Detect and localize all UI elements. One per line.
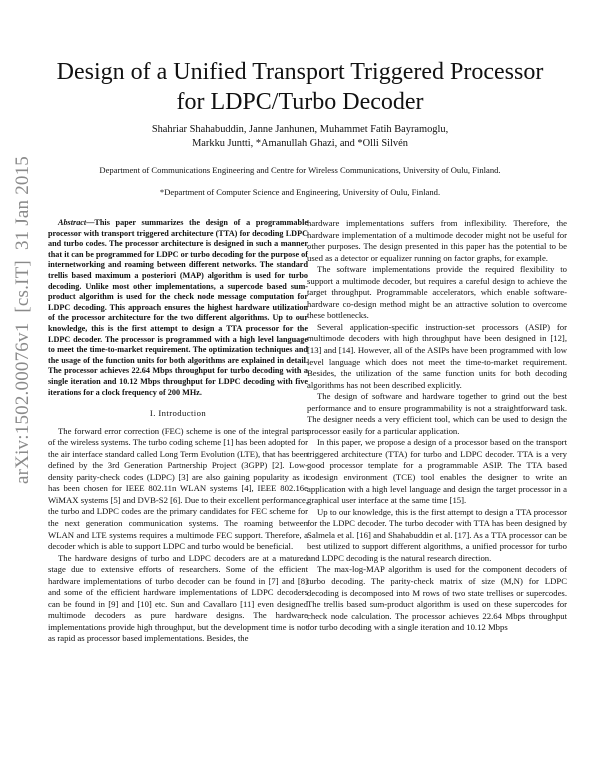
abstract-lead: Abstract — [58, 218, 87, 227]
affiliation-1: Department of Communications Engineering and Centre for Wireless Communications, University of Oulu, Finland. — [99, 165, 501, 175]
right-column — [307, 218, 567, 634]
arxiv-category: [cs.IT] — [12, 260, 33, 313]
section-heading-introduction: I. Introduction — [149, 408, 207, 419]
arxiv-date: 31 Jan 2015 — [12, 156, 33, 251]
title-line-2: for LDPC/Turbo Decoder — [176, 89, 424, 115]
intro-paragraph-2: The hardware designs of turbo and LDPC decoders are at a matured stage due to extensive efforts of researchers. Some of the efficient hardware implementations of turbo decoder can be found in [7] and [8] and some of the efficient hardware implementations of LDPC decoders can be found in [9] and [10] etc. Sun and Cavallaro [11] even designed multimode decoders as pure hardware designs. The hardware implementations provide high throughput, but the development time is not as rapid as processor based implementations. Besides, the — [48, 552, 308, 644]
right-paragraph-2: The software implementations provide the required flexibility to support a multimode decoder, but requires a careful design to achieve the target throughput. Programmable accelerators, which enable software-hardware co-design method might be an attractive solution to overcome these bottlenecks. — [307, 264, 567, 321]
right-paragraph-1: hardware implementations suffers from inflexibility. Therefore, the hardware implementation of a multimode decoder might not be useful for other purposes. The design presented in this paper has the potential to be used as a detector or equalizer running on factor graphs, for example. — [307, 218, 567, 263]
affiliation-2: *Department of Computer Science and Engineering, University of Oulu, Finland. — [159, 187, 441, 197]
author-list — [40, 123, 560, 150]
intro-paragraph-1: The forward error correction (FEC) scheme is one of the integral parts of the wireless systems. The turbo coding scheme [1] has been adopted for the air interface standard called Long Term Evolution (LTE), that has been defined by the 3rd Generation Partnership Project (3GPP) [2]. Low-density parity-check codes (LDPC) [3] are also gaining popularity as it has been chosen for IEEE 802.11n WLAN systems [4], IEEE 802.16e WiMAX systems [5] and DVB-S2 [6]. Due to their excellent performance, the turbo and LDPC codes are the primary candidates for FEC scheme for the next generation communication systems. The roaming between WLAN and LTE systems requires a multimode FEC support. Therefore, a decoder which is able to support LDPC and turbo would be beneficial. — [48, 425, 308, 552]
right-paragraph-5: In this paper, we propose a design of a processor based on the transport triggered architecture (TTA) for turbo and LDPC decoder. TTA is a very good processor template for a programmable ASIP. The TTA based codesign environment (TCE) tool enables the designer to write an application with a high level language and design the target processor in a graphical user interface at the same time [15]. — [307, 437, 567, 506]
abstract-text: —This paper summarizes the design of a programmable processor with transport triggered architecture (TTA) for decoding LDPC and turbo codes. The processor architecture is designed in such a manner that it can be programmed for LDPC or turbo decoding for the purpose of internetworking and roaming between different networks. The standard trellis based maximum a posteriori (MAP) algorithm is used for turbo decoding. Unlike most other implementations, a supercode based sum-product algorithm is used for the check node message computation for LDPC decoding. This approach ensures the highest hardware utilization of the processor architecture for the two different algorithms. Up to our knowledge, this is the first attempt to design a TTA processor for the LDPC decoder. The processor is programmed with a high level language to meet the time-to-market requirement. The optimization techniques and the usage of the function units for both algorithms are explained in detail. The processor achieves 22.64 Mbps throughput for turbo decoding with a single iteration and 10.12 Mbps throughput for LDPC decoding with five iterations for a clock frequency of 200 MHz. — [48, 218, 308, 397]
paper-title — [40, 57, 560, 117]
right-paragraph-4: The design of software and hardware together to grind out the best performance and to ensure programmability is not a straightforward task. The designer needs a very efficient tool, which can be used to design the processor easily for a particular application. — [307, 391, 567, 436]
arxiv-stamp — [11, 154, 35, 484]
authors-line-1: Shahriar Shahabuddin, Janne Janhunen, Muhammet Fatih Bayramoglu, — [151, 124, 449, 135]
title-line-1: Design of a Unified Transport Triggered Processor — [56, 59, 544, 85]
right-paragraph-6: Up to our knowledge, this is the first attempt to design a TTA processor for the LDPC decoder. The turbo decoder with TTA has been designed by Salmela et al. [16] and Shahabuddin et al. [17]. As a TTA processor can be best utilized to support different algorithms, a unified processor for turbo and LDPC decoding is the natural research direction. — [307, 506, 567, 563]
arxiv-id: arXiv:1502.00076v1 — [12, 322, 33, 484]
abstract — [48, 218, 308, 398]
left-column — [48, 218, 308, 645]
authors-line-2: Markku Juntti, *Amanullah Ghazi, and *Olli Silvén — [192, 137, 408, 149]
right-paragraph-3: Several application-specific instruction-set processors (ASIP) for multimode decoders with high throughput have been designed in [12], [13] and [14]. However, all of the ASIPs have been programmed with low level language which does not meet the time-to-market requirement. Besides, the utilization of the same function units for both decoding algorithms has not been described explicitly. — [307, 321, 567, 390]
right-paragraph-7: The max-log-MAP algorithm is used for the component decoders of turbo decoding. The parity-check matrix of size (M,N) for LDPC decoding is decomposed into M rows of two state trellises or supercodes. The trellis based sum-product algorithm is used on these supercodes for check node calculation. The processor achieves 22.64 Mbps throughput for turbo decoding with a single iteration and 10.12 Mbps — [307, 564, 567, 633]
